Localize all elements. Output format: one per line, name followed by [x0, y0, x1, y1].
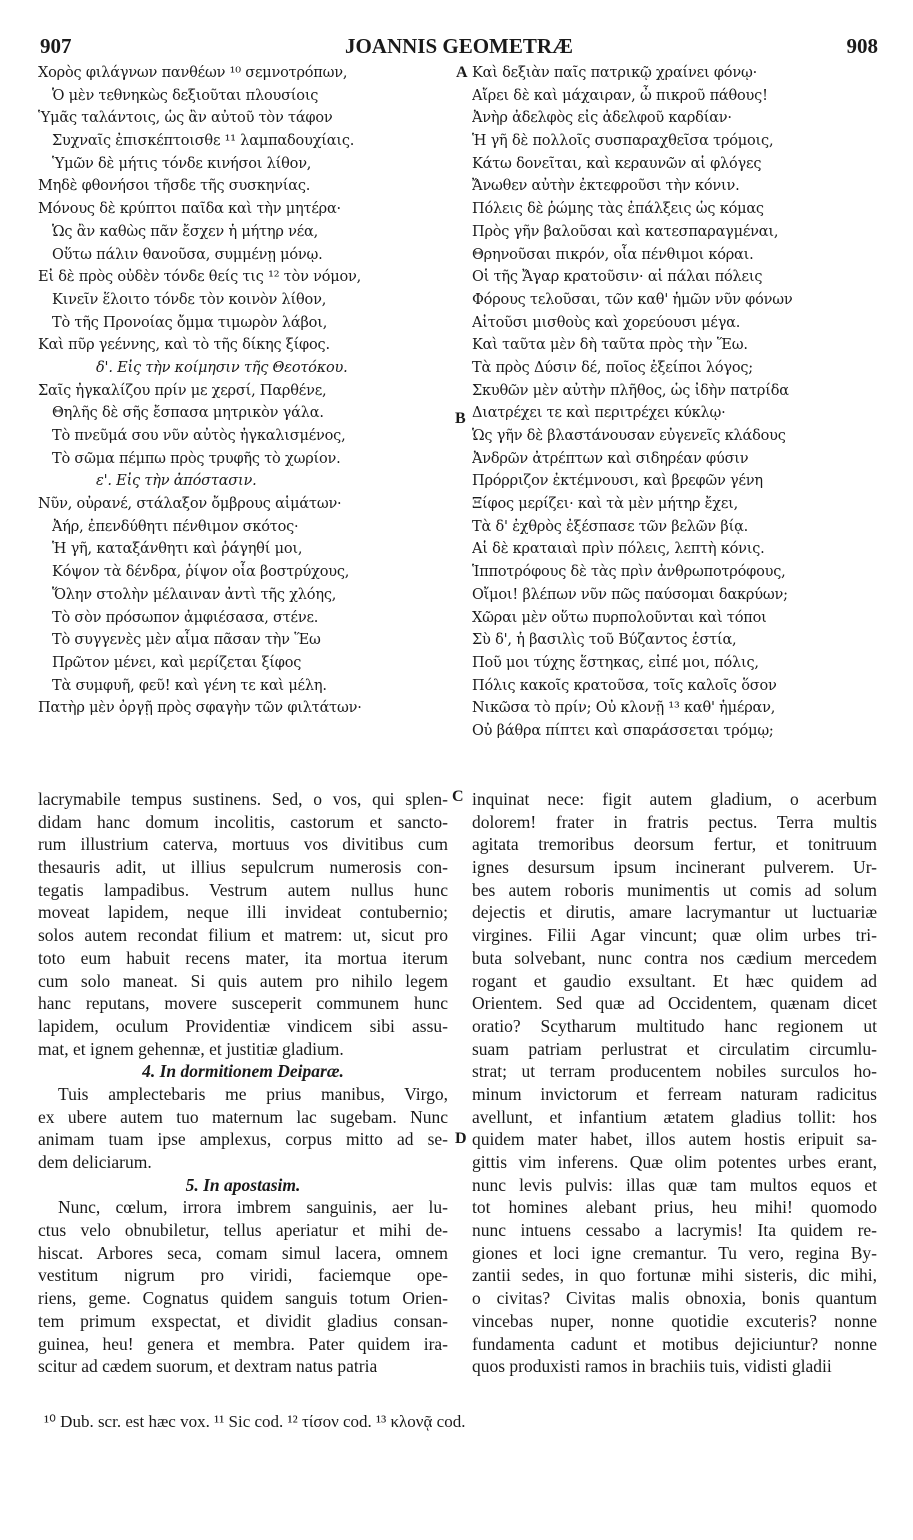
latin-text-line: hiscat. Arbores seca, comam simul lacera, omnem [38, 1242, 448, 1263]
latin-text-line: ignes desursum ipsum incinerant pulverem. Ur- [472, 857, 877, 878]
greek-verse-line: Ἀήρ, ἐπενδύθητι πένθιμον σκότος· [52, 518, 299, 535]
latin-text-line: guinea, heu! genera et membra. Pater quidem ira- [38, 1333, 448, 1354]
greek-verse-line: Κόψον τὰ δένδρα, ῥίψον οἷα βοστρύχους, [52, 564, 350, 581]
greek-verse-line: Ὅλην στολὴν μέλαιναν ἀντὶ τῆς χλόης, [52, 586, 337, 603]
greek-verse-line: Ἀνδρῶν ἀτρέπτων καὶ σιδηρέαν φύσιν [472, 450, 749, 467]
latin-text-line: tot homines alebant prius, heu mihi! quomodo [472, 1197, 877, 1218]
greek-verse-line: ε'. Εἰς τὴν ἀπόστασιν. [96, 473, 257, 490]
greek-verse-line: Ξίφος μερίζει· καὶ τὰ μὲν μήτηρ ἔχει, [472, 496, 739, 513]
greek-column-left [38, 62, 458, 762]
latin-text-line: riens, geme. Cognatus quidem sanguis totum Orien- [38, 1288, 448, 1309]
latin-text-line: strat; ut terram producentem nobiles surculos ho- [472, 1061, 877, 1082]
margin-marker-d: D [455, 1130, 467, 1147]
greek-verse-line: Νικῶσα τὸ πρίν; Οὐ κλονῇ ¹³ καθ' ἡμέραν, [472, 700, 776, 717]
latin-text-line: ex ubere autem tuo maternum lac sugebam. Nunc [38, 1106, 448, 1127]
greek-verse-line: Διατρέχει τε καὶ περιτρέχει κύκλῳ· [472, 405, 726, 422]
latin-text-line: cum solo maneat. Si quis autem pro nihilo legem [38, 970, 448, 991]
latin-text-line: tem primum exspectat, et dividit gladius consan- [38, 1310, 448, 1331]
latin-text-line: agitata tremoribus deorsum fertur, et tonitruum [472, 834, 877, 855]
greek-verse-line: Ἀνὴρ ἀδελφὸς εἰς ἀδελφοῦ καρδίαν· [472, 110, 732, 127]
latin-text-line: scitur ad cædem suorum, et dextram natus patria [38, 1356, 378, 1377]
greek-verse-line: Εἰ δὲ πρὸς οὐδὲν τόνδε θείς τις ¹² τὸν νόμον, [38, 269, 362, 286]
latin-text-line: mat, et ignem gehennæ, et justitiæ gladium. [38, 1038, 344, 1059]
greek-verse-line: Καὶ ταῦτα μὲν δὴ ταῦτα πρὸς τὴν Ἕω. [472, 337, 748, 354]
latin-text-line: ctus velo obnubiletur, tellus aperiatur et mihi de- [38, 1220, 448, 1241]
latin-text-line: fundamenta cadunt et motibus dejiciuntur? nonne [472, 1333, 877, 1354]
greek-verse-line: Ὁ μὲν τεθνηκὼς δεξιοῦται πλουσίοις [52, 87, 319, 104]
greek-verse-line: Καὶ δεξιὰν παῖς πατρικῷ χραίνει φόνῳ· [472, 65, 757, 81]
greek-verse-line: Οὕτω πάλιν θανοῦσα, συμμένῃ μόνῳ. [52, 246, 323, 263]
greek-verse-line: Οἴμοι! βλέπων νῦν πῶς παύσομαι δακρύων; [472, 586, 788, 603]
latin-text-line: toto eum habuit recens mater, ita mortua iterum [38, 947, 448, 968]
right-page-number: 908 [846, 34, 878, 58]
greek-verse-line: Τὸ πνεῦμά σου νῦν αὐτὸς ἠγκαλισμένος, [52, 428, 346, 444]
greek-verse-line: Τὸ συγγενὲς μὲν αἷμα πᾶσαν τὴν Ἕω [52, 632, 321, 649]
latin-text-line: inquinat nece: figit autem gladium, o acerbum [472, 789, 877, 809]
greek-verse-line: Ἡ γῆ, καταξάνθητι καὶ ῥάγηθί μοι, [52, 541, 303, 558]
latin-text-line: nunc levis pulvis: illas quæ tam multos equos et [472, 1174, 877, 1195]
greek-verse-line: Ποῦ μοι τύχης ἕστηκας, εἰπέ μοι, πόλις, [472, 654, 759, 671]
latin-text-line: gittis vim inferens. Quæ olim potentes urbes erant, [472, 1152, 877, 1172]
left-page-number: 907 [40, 34, 72, 58]
latin-text-line: giones et loci igne cremantur. Tu vero, regina By- [472, 1242, 877, 1263]
latin-text-line: o civitas? Civitas malis obnoxia, bonis quantum [472, 1288, 877, 1309]
latin-text-line: hanc reputans, movere susceperit communem hunc [38, 993, 448, 1014]
latin-text-line: thesauris adit, ut illius sepulcrum numerosis con- [38, 857, 448, 878]
greek-verse-line: Καὶ πῦρ γεέννης, καὶ τὸ τῆς δίκης ξίφος. [38, 337, 330, 354]
latin-text-line: nunc intuens cessabo a lacrymis! Ita quidem re- [472, 1220, 877, 1241]
greek-verse-line: Συχναῖς ἐπισκέπτοισθε ¹¹ λαμπαδουχίαις. [52, 133, 355, 150]
latin-text-line: Orientem. Sed quæ ad Occidentem, quænam dicet [472, 993, 877, 1014]
greek-verse-line: Πρῶτον μένει, καὶ μερίζεται ξίφος [52, 654, 302, 671]
latin-text-line: lapidem, oculum Providentiæ vindicem sibi assu- [38, 1015, 448, 1036]
latin-text-line: buta solvebant, nunc contra nos cædium mercedem [472, 947, 877, 968]
latin-text-line: rogant et gaudio exsultant. Et hæc quidem ad [472, 970, 877, 991]
greek-verse-line: Μόνους δὲ κρύπτοι παῖδα καὶ τὴν μητέρα· [38, 201, 341, 218]
latin-text-line: vincebas nuper, nonne quotidie excuteris? nonne [472, 1310, 877, 1331]
greek-verse-line: Σὺ δ', ἡ βασιλὶς τοῦ Βύζαντος ἑστία, [472, 632, 737, 649]
greek-verse-line: Θρηνοῦσαι πικρόν, οἷα πένθιμοι κόραι. [472, 246, 754, 263]
greek-verse-line: Τὰ συμφυῆ, φεῦ! καὶ γένη τε καὶ μέλη. [52, 677, 327, 694]
greek-verse-line: Τὰ πρὸς Δύσιν δέ, ποῖος ἐξείποι λόγος; [472, 359, 753, 376]
latin-text-line: oratio? Scytharum multitudo hanc regionem ut [472, 1015, 877, 1036]
greek-verse-line: δ'. Εἰς τὴν κοίμησιν τῆς Θεοτόκου. [96, 359, 348, 376]
greek-verse-line: Σκυθῶν μὲν αὐτὴν πλῆθος, ὡς ἰδὴν πατρίδα [472, 382, 789, 399]
latin-text-line: avellunt, et infantium ætatem gladius tollit: hos [472, 1106, 877, 1127]
latin-text-line: bes autem roboris munimentis ut comis ad solum [472, 879, 877, 900]
latin-text-line: moveat lapidem, neque illi invideat contubernio; [38, 902, 448, 923]
greek-verse-line: Ὑμᾶς ταλάντοις, ὡς ἂν αὐτοῦ τὸν τάφον [38, 110, 333, 127]
page-header [40, 34, 878, 58]
latin-text-line: dejectis et dirutis, amare lacrymantur ut luctuariæ [472, 902, 877, 923]
latin-text-line: quos produxisti ramos in brachiis tuis, vidisti gladii [472, 1356, 832, 1377]
latin-text-line: tegatis lampadibus. Vestrum autem nullus hunc [38, 879, 448, 900]
latin-text-line: zantii sedes, in quo fortunæ mihi sisteris, dic mihi, [472, 1265, 877, 1286]
greek-verse-line: Πόλεις δὲ ῥώμης τὰς ἐπάλξεις ὡς κόμας [472, 201, 764, 218]
greek-verse-line: Ὡς γῆν δὲ βλαστάνουσαν εὐγενεῖς κλάδους [472, 428, 786, 444]
greek-verse-line: Τὸ σὸν πρόσωπον ἀμφιέσασα, στένε. [52, 609, 319, 626]
latin-text-line: minum invictorum et ferream naturam radicitus [472, 1083, 877, 1104]
greek-verse-line: Σαῖς ἠγκαλίζου πρίν με χερσί, Παρθένε, [38, 382, 327, 399]
greek-verse-line: Αἴρει δὲ καὶ μάχαιραν, ὦ πικροῦ πάθους! [472, 87, 768, 104]
greek-verse-line: Ὑμῶν δὲ μήτις τόνδε κινήσοι λίθον, [52, 155, 312, 172]
margin-marker-c: C [452, 788, 464, 805]
greek-verse-line: Κινεῖν ἕλοιτο τόνδε τὸν κοινὸν λίθον, [52, 291, 327, 308]
latin-text-line: vestitum nigrum pro viridi, faciemque ope- [38, 1265, 448, 1286]
greek-verse-line: Ἡ γῆ δὲ πολλοῖς συσπαραχθεῖσα τρόμοις, [472, 133, 774, 150]
greek-verse-line: Τὰ δ' ἐχθρὸς ἐξέσπασε τῶν βελῶν βίᾳ. [472, 518, 749, 535]
latin-text-line: dolorem! frater in fratris pectus. Terra multis [472, 811, 877, 832]
latin-text-line: rum illustrium caterva, mortuus vos divitibus cum [38, 834, 448, 855]
latin-text-line: animam tuam ipse amplexus, corpus mitto ad se- [38, 1129, 448, 1150]
greek-verse-line: Ἄνωθεν αὐτὴν ἐκτεφροῦσι τὴν κόνιν. [472, 178, 740, 195]
greek-verse-line: Αἰτοῦσι μισθοὺς καὶ χορεύουσι μέγα. [472, 314, 741, 331]
greek-verse-line: Κάτω δονεῖται, καὶ κεραυνῶν αἱ φλόγες [472, 155, 762, 172]
latin-text-line: Nunc, cœlum, irrora imbrem sanguinis, aer lu- [58, 1197, 448, 1218]
greek-verse-line: Οὐ βάθρα πίπτει καὶ σπαράσσεται τρόμῳ; [472, 722, 774, 739]
latin-column-left [38, 788, 448, 1388]
greek-verse-line: Αἱ δὲ κραταιαὶ πρὶν πόλεις, λεπτὴ κόνις. [472, 541, 765, 558]
latin-text-line: dem deliciarum. [38, 1152, 152, 1172]
greek-verse-line: Πρόρριζον ἐκτέμνουσι, καὶ βρεφῶν γένη [472, 473, 763, 490]
greek-verse-line: Θηλῆς δὲ σῆς ἔσπασα μητρικὸν γάλα. [52, 405, 324, 422]
greek-verse-line: Πρὸς γῆν βαλοῦσαι καὶ κατεσπαραγμέναι, [472, 223, 779, 240]
greek-verse-line: Πατὴρ μὲν ὀργῇ πρὸς σφαγὴν τῶν φιλτάτων· [38, 700, 362, 717]
latin-text-line: 4. In dormitionem Deiparæ. [142, 1061, 344, 1082]
greek-column-right [472, 62, 882, 762]
greek-verse-line: Μηδὲ φθονήσοι τῆσδε τῆς συσκηνίας. [38, 178, 311, 195]
latin-text-line: virgines. Filii Agar vincunt; quæ olim urbes tri- [472, 925, 877, 946]
latin-text-line: quidem mater habet, illos autem hostis eripuit sa- [472, 1129, 877, 1150]
greek-verse-line: Τὸ σῶμα πέμπω πρὸς τρυφῆς τὸ χωρίον. [52, 450, 341, 467]
latin-text-line: suam patriam perlustrat et circulatim circumlu- [472, 1038, 877, 1059]
latin-column-right [472, 788, 877, 1388]
greek-verse-line: Ὡς ἂν καθὼς πᾶν ἔσχεν ἡ μήτηρ νέα, [52, 223, 319, 240]
latin-text-line: lacrymabile tempus sustinens. Sed, o vos, qui splen- [38, 789, 448, 809]
greek-verse-line: Χορὸς φιλάγνων πανθέων ¹⁰ σεμνοτρόπων, [38, 65, 348, 81]
greek-verse-line: Οἱ τῆς Ἄγαρ κρατοῦσιν· αἱ πάλαι πόλεις [472, 269, 763, 286]
margin-marker-b: B [455, 410, 466, 427]
greek-verse-line: Τὸ τῆς Προνοίας ὄμμα τιμωρὸν λάβοι, [52, 314, 328, 331]
greek-verse-line: Πόλις κακοῖς κρατοῦσα, τοῖς καλοῖς ὅσον [472, 677, 777, 694]
greek-verse-line: Ἱπποτρόφους δὲ τὰς πρὶν ἀνθρωποτρόφους, [472, 564, 786, 581]
latin-text-line: Tuis amplectebaris me prius manibus, Virgo, [58, 1083, 448, 1104]
greek-verse-line: Φόρους τελοῦσαι, τῶν καθ' ἡμῶν νῦν φόνων [472, 291, 793, 308]
latin-text-line: solos autem recondat filium et matrem: ut, sicut pro [38, 925, 448, 946]
margin-marker-a: A [456, 64, 468, 81]
latin-text-line: didam hanc domum incolitis, castorum et sancto- [38, 811, 448, 832]
greek-verse-line: Νῦν, οὐρανέ, στάλαξον ὄμβρους αἱμάτων· [38, 496, 342, 513]
running-title: JOANNIS GEOMETRÆ [344, 34, 574, 58]
footnotes: ¹⁰ Dub. scr. est hæc vox. ¹¹ Sic cod. ¹² τίσον cod. ¹³ κλονᾷ cod. [44, 1412, 466, 1431]
greek-verse-line: Χῶραι μὲν οὕτω πυρπολοῦνται καὶ τόποι [472, 609, 767, 626]
latin-text-line: 5. In apostasim. [185, 1174, 301, 1195]
